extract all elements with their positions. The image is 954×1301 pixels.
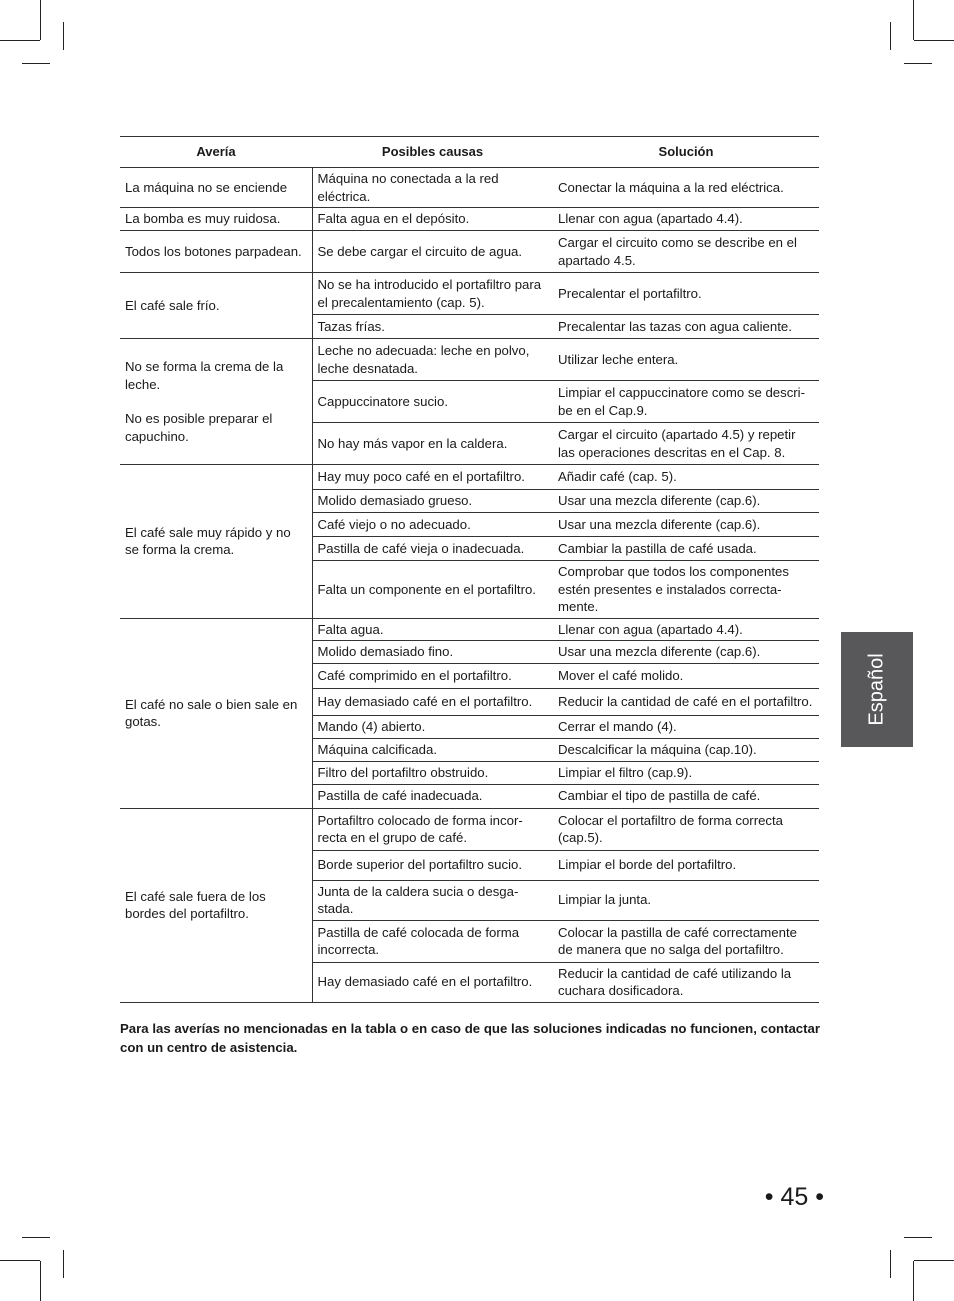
cause-cell: Falta agua en el depósito. (312, 208, 553, 231)
solution-cell: Reducir la cantidad de café utilizando la cuchara dosificadora. (553, 962, 819, 1002)
header-causes: Posibles causas (312, 137, 553, 168)
solution-cell: Limpiar el borde del portafiltro. (553, 850, 819, 880)
table-row (120, 618, 819, 641)
cause-cell: Pastilla de café inadecuada. (312, 784, 553, 808)
cause-cell: Borde superior del portafiltro sucio. (312, 850, 553, 880)
language-tab-label: Español (865, 653, 888, 726)
troubleshooting-table (120, 136, 819, 1003)
cause-cell: Molido demasiado grueso. (312, 490, 553, 513)
cause-cell: Hay demasiado café en el portafiltro. (312, 962, 553, 1002)
cause-cell: Máquina no conectada a la red eléctrica. (312, 168, 553, 208)
cause-cell: Se debe cargar el circuito de agua. (312, 231, 553, 273)
table-body (120, 168, 819, 1003)
table-row (120, 465, 819, 490)
fault-cell (120, 168, 312, 208)
solution-cell: Llenar con agua (apartado 4.4). (553, 208, 819, 231)
solution-cell: Utilizar leche entera. (553, 339, 819, 381)
fault-text: El café sale muy rápido y no se forma la crema. (125, 524, 291, 558)
table-row (120, 168, 819, 208)
solution-cell: Colocar el portafiltro de forma correcta (cap.5). (553, 808, 819, 850)
solution-cell: Limpiar el cappuccinatore como se descri-be en el Cap.9. (553, 381, 819, 423)
fault-text: El café no sale o bien sale en gotas. (125, 696, 298, 729)
solution-cell: Cargar el circuito (apartado 4.5) y repetir las operaciones descritas en el Cap. 8. (553, 423, 819, 465)
table-row (120, 208, 819, 231)
fault-text: No es posible preparar el capuchino. (125, 411, 273, 444)
solution-cell: Mover el café molido. (553, 663, 819, 688)
cause-cell: No hay más vapor en la caldera. (312, 423, 553, 465)
solution-cell: Precalentar las tazas con agua caliente. (553, 315, 819, 339)
cause-cell: Falta un componente en el portafiltro. (312, 561, 553, 619)
solution-cell: Comprobar que todos los componentes estén presentes e instalados correcta-mente. (553, 561, 819, 619)
solution-cell: Llenar con agua (apartado 4.4). (553, 618, 819, 641)
solution-cell: Cerrar el mando (4). (553, 715, 819, 738)
fault-cell (120, 808, 312, 1002)
solution-cell: Añadir café (cap. 5). (553, 465, 819, 490)
solution-cell: Precalentar el portafiltro. (553, 273, 819, 315)
table-row (120, 808, 819, 850)
header-fault: Avería (120, 137, 312, 168)
table-row (120, 273, 819, 315)
cause-cell: Portafiltro colocado de forma incor-recta en el grupo de café. (312, 808, 553, 850)
page-number: • 45 • (764, 1183, 824, 1211)
solution-cell: Usar una mezcla diferente (cap.6). (553, 513, 819, 537)
fault-cell (120, 465, 312, 619)
fault-text: El café sale fuera de los bordes del portafiltro. (125, 888, 266, 921)
fault-cell (120, 339, 312, 465)
cause-cell: No se ha introducido el portafiltro para el precalentamiento (cap. 5). (312, 273, 553, 315)
solution-cell: Cambiar la pastilla de café usada. (553, 537, 819, 561)
solution-cell: Cargar el circuito como se describe en el apartado 4.5. (553, 231, 819, 273)
fault-text: El café sale frío. (125, 297, 220, 313)
cause-cell: Mando (4) abierto. (312, 715, 553, 738)
cause-cell: Café viejo o no adecuado. (312, 513, 553, 537)
language-tab (841, 632, 913, 747)
solution-cell: Limpiar el filtro (cap.9). (553, 761, 819, 784)
cause-cell: Junta de la caldera sucia o desga-stada. (312, 880, 553, 920)
cause-cell: Filtro del portafiltro obstruido. (312, 761, 553, 784)
cause-cell: Falta agua. (312, 618, 553, 641)
cause-cell: Hay muy poco café en el portafiltro. (312, 465, 553, 490)
fault-text: La máquina no se enciende (125, 179, 288, 195)
solution-cell: Usar una mezcla diferente (cap.6). (553, 490, 819, 513)
cause-cell: Molido demasiado fino. (312, 641, 553, 664)
solution-cell: Conectar la máquina a la red eléctrica. (553, 168, 819, 208)
table-row (120, 339, 819, 381)
solution-cell: Reducir la cantidad de café en el portafiltro. (553, 688, 819, 715)
fault-cell (120, 618, 312, 808)
fault-cell (120, 208, 312, 231)
assistance-note: Para las averías no mencionadas en la tabla o en caso de que las soluciones indicadas no funcionen, contactar con un centro de asistencia. (120, 1021, 820, 1055)
solution-cell: Usar una mezcla diferente (cap.6). (553, 641, 819, 664)
fault-text: Todos los botones parpadean. (125, 243, 302, 259)
solution-cell: Colocar la pastilla de café correctamente de manera que no salga del portafiltro. (553, 920, 819, 962)
table-header-row (120, 137, 819, 168)
cause-cell: Pastilla de café vieja o inadecuada. (312, 537, 553, 561)
fault-cell (120, 231, 312, 273)
fault-text: La bomba es muy ruidosa. (125, 211, 281, 227)
cause-cell: Pastilla de café colocada de forma incorrecta. (312, 920, 553, 962)
cause-cell: Hay demasiado café en el portafiltro. (312, 688, 553, 715)
cause-cell: Leche no adecuada: leche en polvo, leche desnatada. (312, 339, 553, 381)
cause-cell: Café comprimido en el portafiltro. (312, 663, 553, 688)
solution-cell: Limpiar la junta. (553, 880, 819, 920)
fault-text: No se forma la crema de la leche. (125, 359, 284, 392)
solution-cell: Cambiar el tipo de pastilla de café. (553, 784, 819, 808)
cause-cell: Máquina calcificada. (312, 738, 553, 761)
header-solution: Solución (553, 137, 819, 168)
cause-cell: Tazas frías. (312, 315, 553, 339)
fault-cell (120, 273, 312, 339)
cause-cell: Cappuccinatore sucio. (312, 381, 553, 423)
table-row (120, 231, 819, 273)
solution-cell: Descalcificar la máquina (cap.10). (553, 738, 819, 761)
